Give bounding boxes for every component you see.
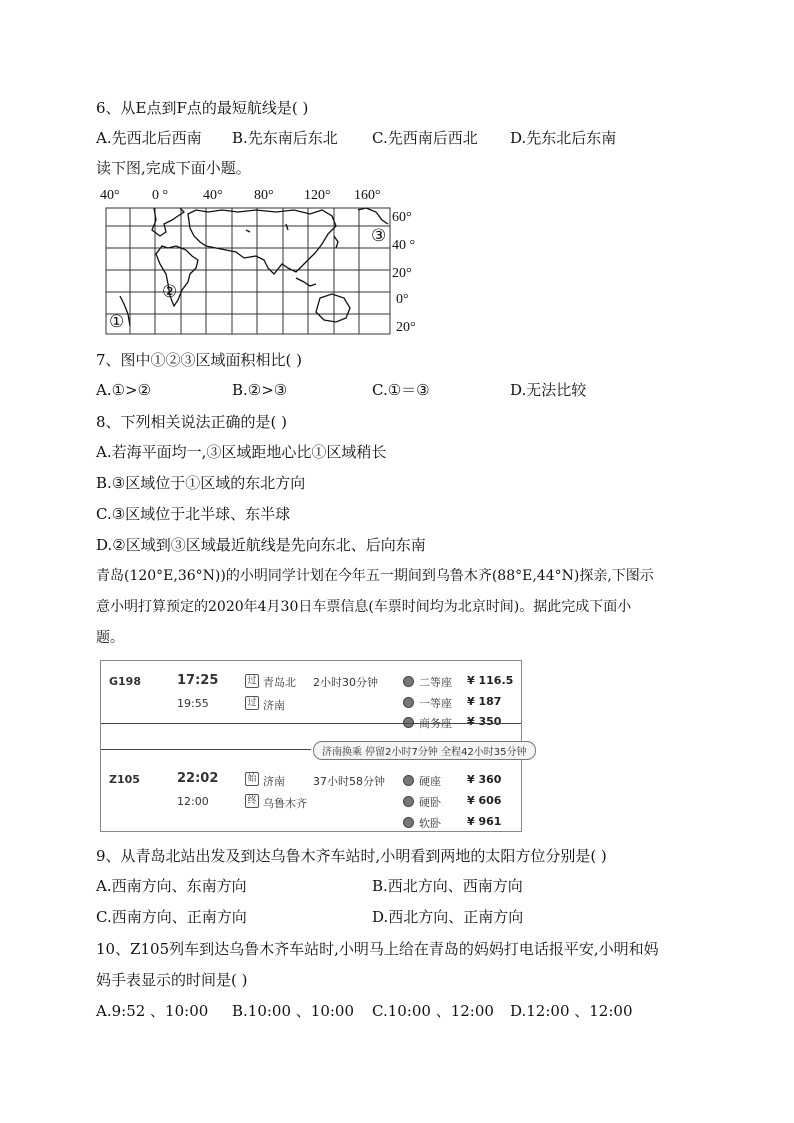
q9-option-c: C.西南方向、正南方向 <box>96 908 247 926</box>
seat-class: 硬座 <box>419 775 441 788</box>
lat-label: 20° <box>396 320 416 335</box>
q7-option-a: A.①>② <box>96 381 152 399</box>
lon-label: 120° <box>304 188 331 203</box>
lat-label: 20° <box>392 266 412 281</box>
arrive-time: 12:00 <box>177 795 209 808</box>
q9-option-b: B.西北方向、西南方向 <box>372 877 523 895</box>
q8-question: 8、下列相关说法正确的是( ) <box>96 413 288 431</box>
divider <box>101 749 311 750</box>
q6-option-d: D.先东北后东南 <box>510 129 617 147</box>
seat-class: 一等座 <box>419 697 452 710</box>
train-number: G198 <box>109 675 141 688</box>
station-to: 乌鲁木齐 <box>263 797 307 810</box>
seat-radio[interactable] <box>403 697 414 708</box>
lat-label: 0° <box>396 292 409 307</box>
seat-class: 软卧 <box>419 817 441 830</box>
q7-option-b: B.②>③ <box>232 381 288 399</box>
q6-question: 6、从E点到F点的最短航线是( ) <box>96 99 309 117</box>
lat-label: 60° <box>392 210 412 225</box>
q8-option-c: C.③区域位于北半球、东半球 <box>96 505 291 523</box>
q7-option-d: D.无法比较 <box>510 381 587 399</box>
q8-option-a: A.若海平面均一,③区域距地心比①区域稍长 <box>96 443 387 461</box>
lon-label: 80° <box>254 188 274 203</box>
seat-price: ¥ 961 <box>467 815 502 828</box>
q10-option-b: B.10:00 、10:00 <box>232 1002 355 1020</box>
duration: 37小时58分钟 <box>313 775 385 788</box>
duration: 2小时30分钟 <box>313 676 378 689</box>
train-ticket-panel <box>100 660 527 832</box>
map-grid <box>96 186 426 338</box>
lon-label: 0 ° <box>152 188 169 203</box>
q10-option-a: A.9:52 、10:00 <box>96 1002 209 1020</box>
region-marker-1: ① <box>109 312 125 332</box>
transfer-note: 济南换乘 停留2小时7分钟 全程42小时35分钟 <box>313 741 536 760</box>
depart-time: 22:02 <box>177 771 219 786</box>
seat-class: 二等座 <box>419 676 452 689</box>
seat-class: 商务座 <box>419 717 452 730</box>
seat-price: ¥ 116.5 <box>467 674 514 687</box>
q8-option-b: B.③区域位于①区域的东北方向 <box>96 474 306 492</box>
intro-ticket-line: 意小明打算预定的2020年4月30日车票信息(车票时间均为北京时间)。据此完成下面小 <box>96 599 632 615</box>
q10-question: 10、Z105列车到达乌鲁木齐车站时,小明马上给在青岛的妈妈打电话报平安,小明和妈 <box>96 940 659 958</box>
q6-option-a: A.先西北后西南 <box>96 129 202 147</box>
q6-option-b: B.先东南后东北 <box>232 129 338 147</box>
arrive-time: 19:55 <box>177 697 209 710</box>
pass-badge: 过 <box>245 674 259 688</box>
q8-option-d: D.②区域到③区域最近航线是先向东北、后向东南 <box>96 536 426 554</box>
intro-map: 读下图,完成下面小题。 <box>96 159 251 177</box>
q10-option-c: C.10:00 、12:00 <box>372 1002 494 1020</box>
lon-label: 160° <box>354 188 381 203</box>
start-badge: 始 <box>245 772 259 786</box>
q6-option-c: C.先西南后西北 <box>372 129 478 147</box>
seat-price: ¥ 606 <box>467 794 502 807</box>
q9-option-a: A.西南方向、东南方向 <box>96 877 247 895</box>
q9-question: 9、从青岛北站出发及到达乌鲁木齐车站时,小明看到两地的太阳方位分别是( ) <box>96 847 607 865</box>
q9-option-d: D.西北方向、正南方向 <box>372 908 524 926</box>
lat-label: 40 ° <box>392 238 416 253</box>
intro-ticket-line: 青岛(120°E,36°N))的小明同学计划在今年五一期间到乌鲁木齐(88°E,44°N)探亲,下图示 <box>96 568 654 584</box>
station-from: 青岛北 <box>263 676 296 689</box>
seat-price: ¥ 350 <box>467 715 502 728</box>
q10-option-d: D.12:00 、12:00 <box>510 1002 633 1020</box>
train-number: Z105 <box>109 773 140 786</box>
station-to: 济南 <box>263 699 285 712</box>
seat-price: ¥ 187 <box>467 695 502 708</box>
depart-time: 17:25 <box>177 673 219 688</box>
seat-radio[interactable] <box>403 796 414 807</box>
lon-label: 40° <box>203 188 223 203</box>
region-marker-3: ③ <box>371 226 387 246</box>
q7-question: 7、图中①②③区域面积相比( ) <box>96 351 303 369</box>
seat-price: ¥ 360 <box>467 773 502 786</box>
station-from: 济南 <box>263 775 285 788</box>
q7-option-c: C.①＝③ <box>372 381 430 399</box>
seat-radio[interactable] <box>403 775 414 786</box>
intro-ticket-line: 题。 <box>96 630 124 646</box>
world-grid-map <box>96 186 426 338</box>
end-badge: 终 <box>245 794 259 808</box>
seat-class: 硬卧 <box>419 796 441 809</box>
pass-badge: 过 <box>245 696 259 710</box>
seat-radio[interactable] <box>403 676 414 687</box>
divider <box>101 723 521 724</box>
q10-question: 妈手表显示的时间是( ) <box>96 971 248 989</box>
lon-label: 40° <box>100 188 120 203</box>
seat-radio[interactable] <box>403 817 414 828</box>
region-marker-2: ② <box>162 282 178 302</box>
